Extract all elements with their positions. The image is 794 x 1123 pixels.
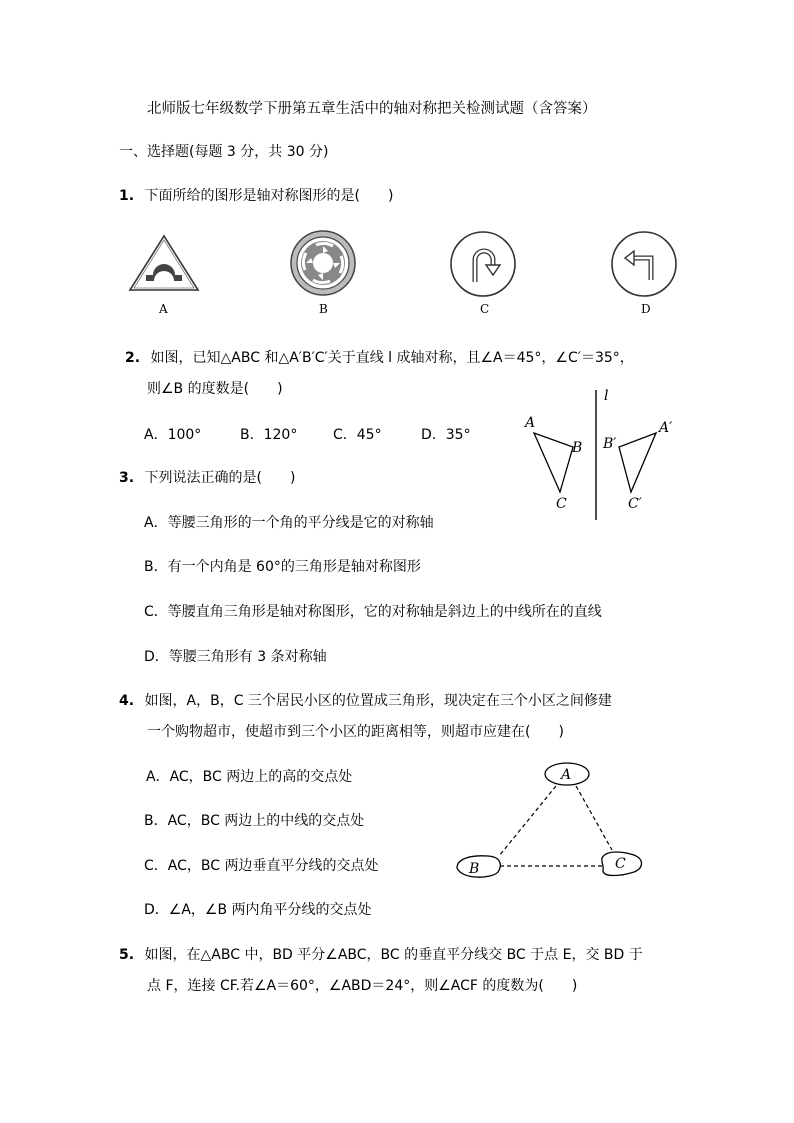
question-3 <box>119 467 295 487</box>
q3-option-a: A．等腰三角形的一个角的平分线是它的对称轴 <box>144 515 434 531</box>
axis-label-l: l <box>604 388 609 404</box>
q1-label-c: C <box>480 302 490 316</box>
question-text: 如图，在△ABC 中，BD 平分∠ABC，BC 的垂直平分线交 BC 于点 E，交 BD 于 <box>144 947 643 963</box>
question-2-line2: 则∠B 的度数是( ) <box>147 381 283 397</box>
question-5 <box>119 944 643 964</box>
q2-option-b: B．120° <box>240 427 298 443</box>
question-text: 下面所给的图形是轴对称图形的是( ) <box>144 188 394 204</box>
q2-option-d: D．35° <box>421 427 471 443</box>
q3-option-c: C．等腰直角三角形是轴对称图形，它的对称轴是斜边上的中线所在的直线 <box>144 604 602 620</box>
q3-option-b: B．有一个内角是 60°的三角形是轴对称图形 <box>144 559 421 575</box>
q4-option-b: B．AC，BC 两边上的中线的交点处 <box>144 813 365 829</box>
q1-figure-b <box>289 229 357 297</box>
vertex-b: B <box>572 440 583 456</box>
vertex-a-prime: A′ <box>659 420 673 436</box>
vertex-a: A <box>525 415 536 431</box>
q1-label-b: B <box>319 302 328 316</box>
vertex-b: B <box>469 861 480 877</box>
question-5-line2: 点 F，连接 CF.若∠A＝60°，∠ABD＝24°，则∠ACF 的度数为( ) <box>147 978 578 994</box>
q1-label-a: A <box>159 302 168 316</box>
q2-option-c: C．45° <box>333 427 382 443</box>
question-number: 3. <box>119 470 135 486</box>
question-text: 如图，已知△ABC 和△A′B′C′关于直线 l 成轴对称，且∠A＝45°，∠C′＝35°， <box>150 350 634 366</box>
question-number: 4. <box>119 693 135 709</box>
q1-figure-d <box>610 230 678 298</box>
q4-option-c: C．AC，BC 两边垂直平分线的交点处 <box>144 858 379 874</box>
q1-figure-c <box>449 230 517 298</box>
section-header: 一、选择题(每题 3 分，共 30 分) <box>119 144 329 160</box>
question-4 <box>119 690 612 710</box>
q1-label-d: D <box>641 302 651 316</box>
vertex-b-prime: B′ <box>603 436 617 452</box>
question-4-line2: 一个购物超市，使超市到三个小区的距离相等，则超市应建在( ) <box>147 724 564 740</box>
q2-figure <box>520 385 685 525</box>
q4-option-a: A．AC，BC 两边上的高的交点处 <box>146 769 353 785</box>
q1-figure-a <box>128 234 200 294</box>
q4-option-d: D．∠A，∠B 两内角平分线的交点处 <box>144 902 372 918</box>
question-number: 1. <box>119 188 135 204</box>
question-number: 5. <box>119 947 135 963</box>
vertex-c: C <box>556 496 567 512</box>
question-text: 如图，A，B，C 三个居民小区的位置成三角形，现决定在三个小区之间修建 <box>144 693 612 709</box>
q3-option-d: D．等腰三角形有 3 条对称轴 <box>144 649 327 665</box>
question-1 <box>119 185 393 205</box>
question-2 <box>125 347 634 367</box>
q2-option-a: A．100° <box>144 427 202 443</box>
question-text: 下列说法正确的是( ) <box>144 470 296 486</box>
vertex-c: C <box>615 856 626 872</box>
question-number: 2. <box>125 350 141 366</box>
vertex-a: A <box>561 767 572 783</box>
page-title: 北师版七年级数学下册第五章生活中的轴对称把关检测试题（含答案） <box>147 101 597 117</box>
q4-figure <box>452 758 657 886</box>
vertex-c-prime: C′ <box>628 496 642 512</box>
